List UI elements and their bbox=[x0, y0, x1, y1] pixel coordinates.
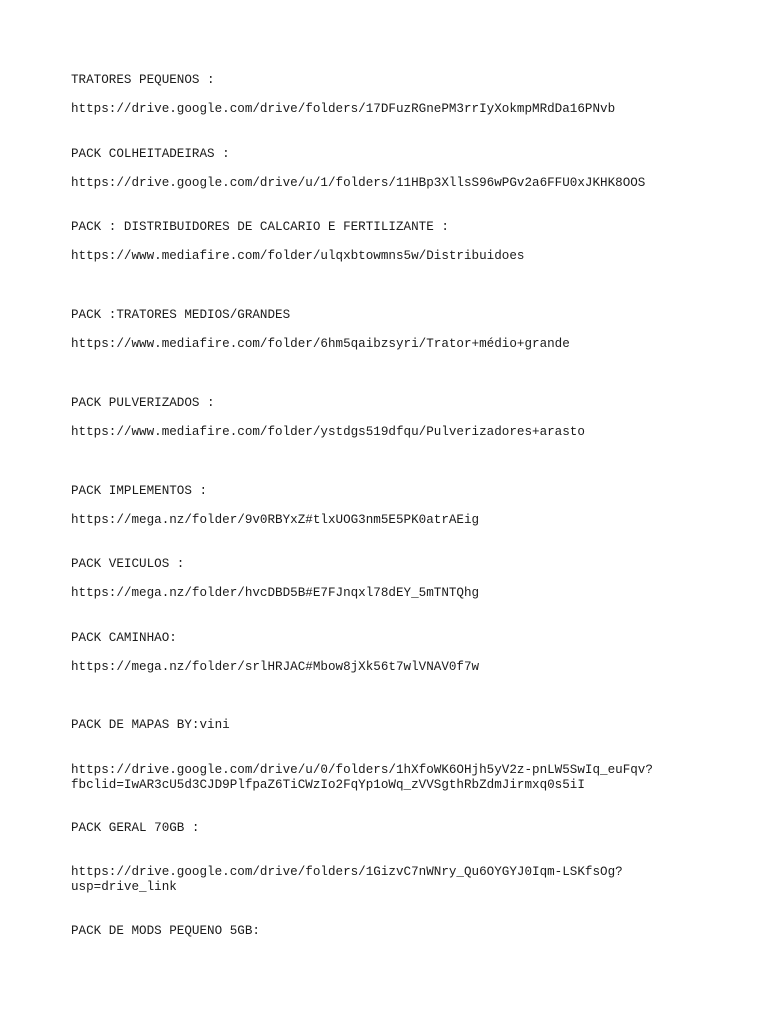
section-heading-veiculos: PACK VEICULOS : bbox=[71, 557, 185, 571]
link-mapas-line-1[interactable]: https://drive.google.com/drive/u/0/folders/1hXfoWK6OHjh5yV2z-pnLW5SwIq_euFqv? bbox=[71, 763, 653, 777]
link-pack-geral-line-2[interactable]: usp=drive_link bbox=[71, 880, 177, 894]
link-caminhao[interactable]: https://mega.nz/folder/srlHRJAC#Mbow8jXk56t7wlVNAV0f7w bbox=[71, 660, 480, 674]
link-distribuidores[interactable]: https://www.mediafire.com/folder/ulqxbtowmns5w/Distribuidoes bbox=[71, 249, 525, 263]
link-tratores-medios-grandes[interactable]: https://www.mediafire.com/folder/6hm5qaibzsyri/Trator+médio+grande bbox=[71, 337, 570, 351]
section-heading-mods-pequeno: PACK DE MODS PEQUENO 5GB: bbox=[71, 924, 260, 938]
section-heading-implementos: PACK IMPLEMENTOS : bbox=[71, 484, 208, 498]
link-tratores-pequenos[interactable]: https://drive.google.com/drive/folders/17DFuzRGnePM3rrIyXokmpMRdDa16PNvb bbox=[71, 102, 616, 116]
section-heading-caminhao: PACK CAMINHAO: bbox=[71, 631, 177, 645]
section-heading-colheitadeiras: PACK COLHEITADEIRAS : bbox=[71, 147, 230, 161]
link-pack-geral-line-1[interactable]: https://drive.google.com/drive/folders/1GizvC7nWNry_Qu6OYGYJ0Iqm-LSKfsOg? bbox=[71, 865, 623, 879]
section-heading-pack-geral: PACK GERAL 70GB : bbox=[71, 821, 200, 835]
section-heading-pulverizados: PACK PULVERIZADOS : bbox=[71, 396, 215, 410]
section-heading-mapas: PACK DE MAPAS BY:vini bbox=[71, 718, 230, 732]
section-heading-tratores-medios-grandes: PACK :TRATORES MEDIOS/GRANDES bbox=[71, 308, 291, 322]
link-pulverizados[interactable]: https://www.mediafire.com/folder/ystdgs519dfqu/Pulverizadores+arasto bbox=[71, 425, 585, 439]
link-implementos[interactable]: https://mega.nz/folder/9v0RBYxZ#tlxUOG3nm5E5PK0atrAEig bbox=[71, 513, 480, 527]
link-mapas-line-2[interactable]: fbclid=IwAR3cU5d3CJD9PlfpaZ6TiCWzIo2FqYp1oWq_zVVSgthRbZdmJirmxq0s5iI bbox=[71, 778, 585, 792]
section-heading-distribuidores: PACK : DISTRIBUIDORES DE CALCARIO E FERTILIZANTE : bbox=[71, 220, 449, 234]
link-colheitadeiras[interactable]: https://drive.google.com/drive/u/1/folders/11HBp3XllsS96wPGv2a6FFU0xJKHK8OOS bbox=[71, 176, 646, 190]
link-veiculos[interactable]: https://mega.nz/folder/hvcDBD5B#E7FJnqxl78dEY_5mTNTQhg bbox=[71, 586, 480, 600]
section-heading-tratores-pequenos: TRATORES PEQUENOS : bbox=[71, 73, 215, 87]
